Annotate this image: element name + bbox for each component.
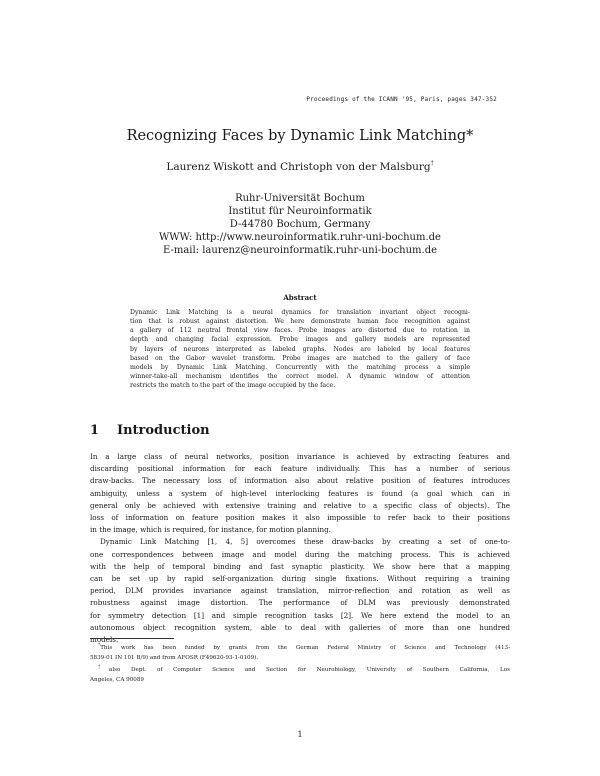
section-title: Introduction [117, 423, 210, 438]
body-line: draw-backs. The necessary loss of information also about relative position of features introduces [90, 476, 510, 486]
footnote-funding-line [90, 641, 510, 654]
abstract-line: winner-take-all mechanism identifies the correct model. A dynamic window of attention [130, 373, 470, 381]
abstract-line: a gallery of 112 neutral frontal view faces. Probe images are distorted due to rotation in [130, 327, 470, 335]
footnote-funding-line: 5839-01 IN 101 B/9) and from AFOSR (F49620-93-1-0109). [90, 654, 259, 661]
abstract-line: models by Dynamic Link Matching. Concurrently with the matching process a simple [130, 363, 470, 371]
affiliation-university: Ruhr-Universität Bochum [235, 193, 365, 204]
affiliation-email: E-mail: laurenz@neuroinformatik.ruhr-uni-bochum.de [162, 245, 438, 256]
proceedings-header: Proceedings of the ICANN '95, Paris, pages 347-352 [306, 96, 497, 103]
footnote-affiliation-line: Angeles, CA 90089 [90, 676, 144, 683]
author-names: Laurenz Wiskott and Christoph von der Malsburg [166, 161, 431, 173]
body-line: period, DLM provides invariance against translation, mirror-reflection and rotation as well as [90, 586, 510, 596]
footnote-text: also Dept. of Computer Science and Section for Neurobiology, University of Southern California, Los [109, 667, 510, 674]
body-line: in the image, which is required, for instance, for motion planning. [90, 525, 331, 535]
footnote-mark: * [98, 643, 101, 648]
abstract-line: based on the Gabor wavelet transform. Probe images are matched to the gallery of face [130, 354, 470, 362]
body-line: loss of information on feature position makes it also impossible to refer back to their positions [90, 513, 510, 523]
body-line: for symmetry detection [1] and simple recognition tasks [2]. We here extend the model to an [90, 610, 510, 620]
affiliation-www: WWW: http://www.neuroinformatik.ruhr-uni-bochum.de [159, 232, 441, 243]
abstract-heading: Abstract [283, 293, 317, 302]
footnote-affiliation-line [90, 663, 510, 676]
footnote-mark: † [98, 665, 110, 671]
body-line: discarding positional information for each feature individually. This has a number of serious [90, 464, 510, 474]
abstract-line: restricts the match to the part of the image occupied by the face. [130, 382, 336, 390]
section-number: 1 [90, 423, 100, 438]
body-line: In a large class of neural networks, position invariance is achieved by extracting features and [90, 452, 510, 461]
body-line: autonomous object recognition system, able to deal with galleries of more than one hundred [90, 622, 510, 632]
affiliation-block [0, 192, 600, 257]
body-line: can be set up by rapid self-organization during single fixations. Without requiring a training [90, 574, 510, 584]
abstract-line: tion that is robust against distortion. We here demonstrate human face recognition against [130, 318, 470, 326]
abstract-text [130, 308, 470, 390]
body-line: Dynamic Link Matching [1, 4, 5] overcomes these draw-backs by creating a set of one-to- [100, 537, 510, 547]
footnote-text: This work has been funded by grants from the German Federal Ministry of Science and Technology (413- [100, 645, 510, 651]
body-line: models. [90, 635, 119, 645]
abstract-line: depth and changing facial expression. Probe images and gallery models are represented [130, 336, 470, 344]
body-line: robustness against image distortion. The performance of DLM was previously demonstrated [90, 598, 510, 608]
affiliation-address: D-44780 Bochum, Germany [229, 219, 371, 230]
author-line [0, 160, 600, 173]
abstract-line: by layers of neurons interpreted as labeled graphs. Nodes are labeled by local features [130, 345, 470, 353]
introduction-body [90, 451, 510, 646]
affiliation-institute: Institut für Neuroinformatik [228, 206, 372, 217]
body-line: one correspondences between image and model during the matching process. This is achieved [90, 549, 510, 559]
author-footnote-mark: † [430, 160, 434, 167]
body-line: ambiguity, unless a system of high-level interlocking features is found (a goal which can in [90, 488, 510, 498]
body-line: with the help of temporal binding and fast synaptic plasticity. We show here that a mapping [90, 561, 510, 571]
abstract-line: Dynamic Link Matching is a neural dynamics for translation invariant object recogni- [130, 309, 470, 316]
footnotes [90, 641, 510, 685]
footnote-rule [90, 638, 174, 639]
body-line: general only be achieved with extensive training and relative to a specific class of objects). The [90, 500, 510, 510]
page-number: 1 [297, 730, 303, 739]
paper-title: Recognizing Faces by Dynamic Link Matching* [126, 128, 474, 144]
section-heading-introduction [90, 423, 210, 438]
